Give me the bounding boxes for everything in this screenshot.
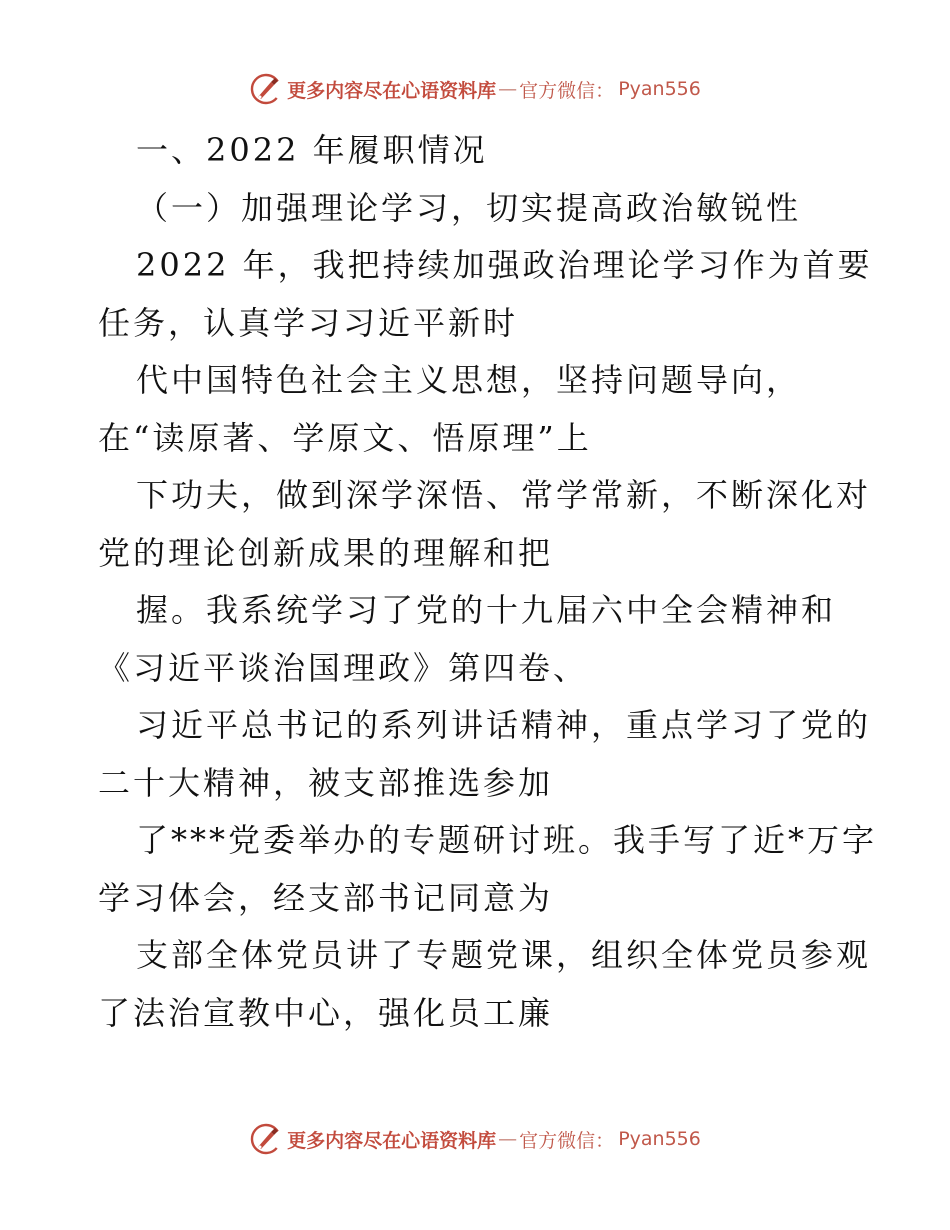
pen-circle-logo-icon [249,72,283,106]
text-line: 二十大精神，被支部推选参加 [98,763,554,802]
banner-wechat-id: Pyan556 [618,78,701,100]
banner-official-label: 官方微信： [519,79,615,102]
document-body [98,122,878,1042]
text-line: 习近平总书记的系列讲话精神，重点学习了党的 [136,706,872,744]
banner-wechat-id: Pyan556 [618,1128,701,1150]
text-line: 支部全体党员讲了专题党课，组织全体党员参观 [136,936,872,974]
text-line: 在“读原著、学原文、悟原理”上 [98,418,592,457]
banner-main-text: 更多内容尽在心语资料库 [287,79,497,102]
text-line: 党的理论创新成果的理解和把 [98,533,554,572]
banner-separator: — [498,1128,518,1150]
text-line: 下功夫，做到深学深悟、常学常新，不断深化对 [136,476,872,514]
pen-circle-logo-icon [249,1122,283,1156]
banner-official-label: 官方微信： [519,1129,615,1152]
banner-main-text: 更多内容尽在心语资料库 [287,1129,497,1152]
text-line: 了***党委举办的专题研讨班。我手写了近*万字 [136,821,878,859]
text-line: 握。我系统学习了党的十九届六中全会精神和 [136,591,837,629]
text-line: 任务，认真学习习近平新时 [98,303,519,342]
subsection-heading: （一）加强理论学习，切实提高政治敏锐性 [136,188,802,227]
banner-separator: — [498,78,518,100]
text-line: 2022 年，我把持续加强政治理论学习作为首要 [136,246,873,284]
text-line: 了法治宣教中心，强化员工廉 [98,993,554,1032]
text-line: 《习近平谈治国理政》第四卷、 [98,648,589,687]
text-line: 学习体会，经支部书记同意为 [98,878,554,917]
footer-banner [0,1122,950,1156]
text-line: 代中国特色社会主义思想，坚持问题导向， [136,361,802,399]
section-heading: 一、2022 年履职情况 [136,131,488,169]
header-banner [0,72,950,106]
